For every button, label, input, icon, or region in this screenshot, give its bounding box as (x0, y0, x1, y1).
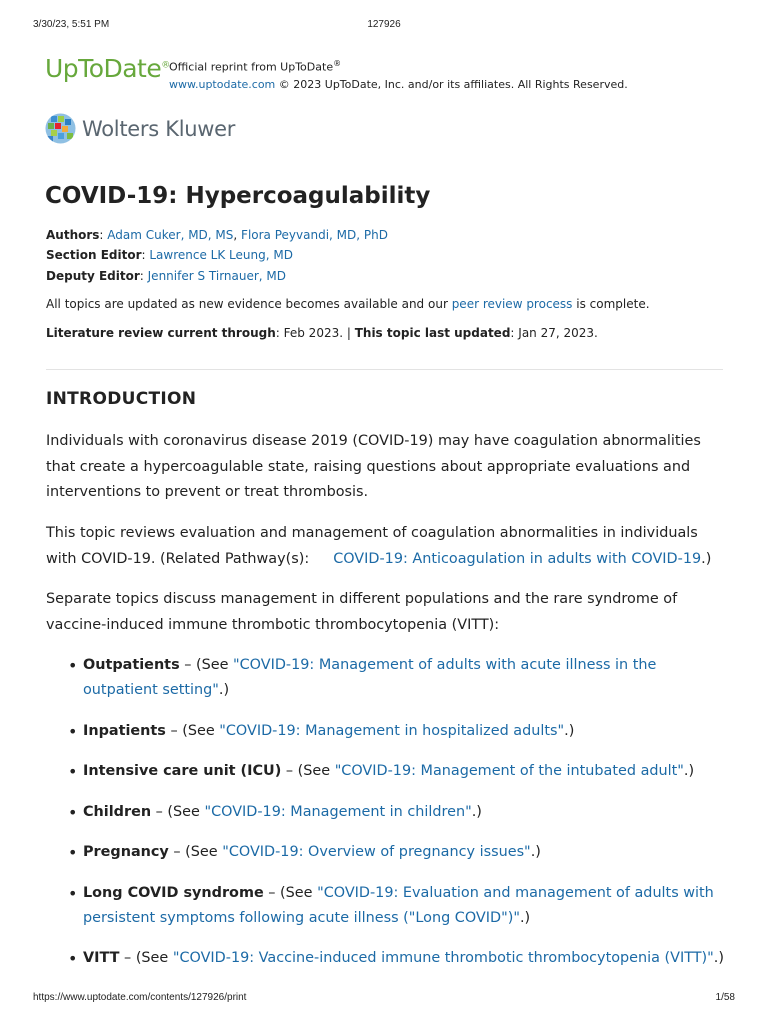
list-item (68, 759, 728, 784)
introduction-heading: INTRODUCTION (46, 389, 197, 409)
list-item-pre: – (See (168, 844, 223, 860)
last-updated-value: : Jan 27, 2023. (510, 326, 598, 340)
list-item (68, 719, 728, 744)
reprint-notice (169, 55, 628, 93)
review-dates (46, 326, 598, 340)
print-doc-id: 127926 (367, 19, 401, 30)
uptodate-logo (45, 54, 170, 83)
reprint-text: Official reprint from UpToDate (169, 60, 334, 74)
page-title: COVID-19: Hypercoagulability (45, 183, 431, 209)
list-item (68, 840, 728, 865)
topic-link-vitt[interactable]: "COVID-19: Vaccine-induced immune thrombotic thrombocytopenia (VITT)" (172, 950, 714, 966)
topic-link-children[interactable]: "COVID-19: Management in children" (204, 803, 472, 820)
list-item-post: .) (530, 844, 541, 860)
topic-link-outpatients[interactable]: "COVID-19: Management of adults with acute illness in the outpatient setting" (83, 657, 657, 698)
peer-review-link[interactable]: peer review process (451, 297, 573, 311)
uptodate-logo-reg: ® (161, 60, 170, 71)
uptodate-site-link[interactable]: www.uptodate.com (169, 77, 276, 91)
list-item (68, 653, 728, 703)
list-item-label: Pregnancy (83, 844, 169, 860)
list-item-post: .) (564, 722, 575, 739)
list-item-post: .) (519, 909, 531, 926)
list-item-pre: – (See (119, 950, 173, 966)
list-item-post: .) (218, 682, 230, 698)
intro-paragraph-2-text: This topic reviews evaluation and management of coagulation abnormalities in individuals with COVID-19. (Related Pathway(s): (46, 525, 698, 567)
copyright-text: © 2023 UpToDate, Inc. and/or its affiliates. All Rights Reserved. (275, 77, 628, 91)
last-updated-label: This topic last updated (354, 326, 511, 340)
wolters-kluwer-name: Wolters Kluwer (82, 116, 236, 141)
topic-link-long-covid[interactable]: "COVID-19: Evaluation and management of adults with persistent symptoms following acute illness ("Long COVID")" (83, 884, 714, 926)
list-item-pre: – (See (151, 803, 205, 820)
wolters-kluwer-logo (45, 113, 235, 144)
list-item (68, 946, 728, 971)
list-item-pre: – (See (263, 884, 318, 901)
intro-paragraph-2-end: .) (701, 550, 712, 567)
list-item-post: .) (683, 763, 695, 779)
topic-link-pregnancy[interactable]: "COVID-19: Overview of pregnancy issues" (222, 844, 531, 860)
populations-list (68, 653, 728, 987)
list-item-label: Children (83, 803, 152, 820)
update-note-pre: All topics are updated as new evidence becomes available and our (46, 297, 452, 311)
reprint-reg: ® (333, 59, 342, 68)
list-item-post: .) (471, 803, 482, 820)
update-note (46, 297, 650, 311)
section-editor-label: Section Editor (46, 248, 142, 262)
list-item-label: Intensive care unit (ICU) (83, 763, 282, 779)
intro-paragraph-2 (46, 521, 726, 572)
topic-link-inpatients[interactable]: "COVID-19: Management in hospitalized adults" (219, 722, 565, 739)
deputy-editor-link[interactable]: Jennifer S Tirnauer, MD (147, 269, 287, 283)
list-item (68, 881, 728, 931)
list-item-pre: – (See (179, 657, 234, 673)
author-link-2[interactable]: Flora Peyvandi, MD, PhD (241, 228, 388, 242)
intro-paragraph-3: Separate topics discuss management in different populations and the rare syndrome of vaccine-induced immune thrombotic thrombocytopenia (VITT): (46, 591, 678, 633)
list-item-label: Long COVID syndrome (83, 884, 264, 901)
update-note-post: is complete. (572, 297, 650, 311)
list-item-pre: – (See (281, 763, 335, 779)
author-link-1[interactable]: Adam Cuker, MD, MS (107, 228, 234, 242)
deputy-editor-line: Deputy Editor: Jennifer S Tirnauer, MD (46, 269, 287, 283)
lit-review-value: : Feb 2023. | (275, 326, 355, 340)
print-url: https://www.uptodate.com/contents/127926/print (33, 992, 247, 1003)
authors-line: Authors: Adam Cuker, MD, MS, Flora Peyvandi, MD, PhD (46, 228, 388, 242)
list-item (68, 800, 728, 825)
section-editor-line: Section Editor: Lawrence LK Leung, MD (46, 248, 293, 262)
section-divider (46, 369, 723, 370)
uptodate-logo-text: UpToDate (45, 54, 162, 83)
list-item-post: .) (713, 950, 724, 966)
deputy-editor-label: Deputy Editor (46, 269, 140, 283)
section-editor-link[interactable]: Lawrence LK Leung, MD (149, 248, 293, 262)
intro-paragraph-1: Individuals with coronavirus disease 2019 (COVID-19) may have coagulation abnormalities that create a hypercoagulable state, raising questions about appropriate evaluations and interventions to prevent or treat thrombosis. (46, 433, 701, 500)
related-pathway-link[interactable]: COVID-19: Anticoagulation in adults with COVID-19 (333, 550, 702, 567)
list-item-label: Inpatients (83, 722, 166, 739)
list-item-label: Outpatients (83, 657, 180, 673)
lit-review-label: Literature review current through (46, 326, 276, 340)
authors-label: Authors (46, 228, 100, 242)
print-datetime: 3/30/23, 5:51 PM (33, 19, 110, 30)
list-item-pre: – (See (165, 722, 220, 739)
wolters-kluwer-globe-icon (45, 113, 76, 144)
page-number: 1/58 (715, 992, 735, 1003)
topic-link-icu[interactable]: "COVID-19: Management of the intubated adult" (334, 763, 684, 779)
list-item-label: VITT (83, 950, 120, 966)
